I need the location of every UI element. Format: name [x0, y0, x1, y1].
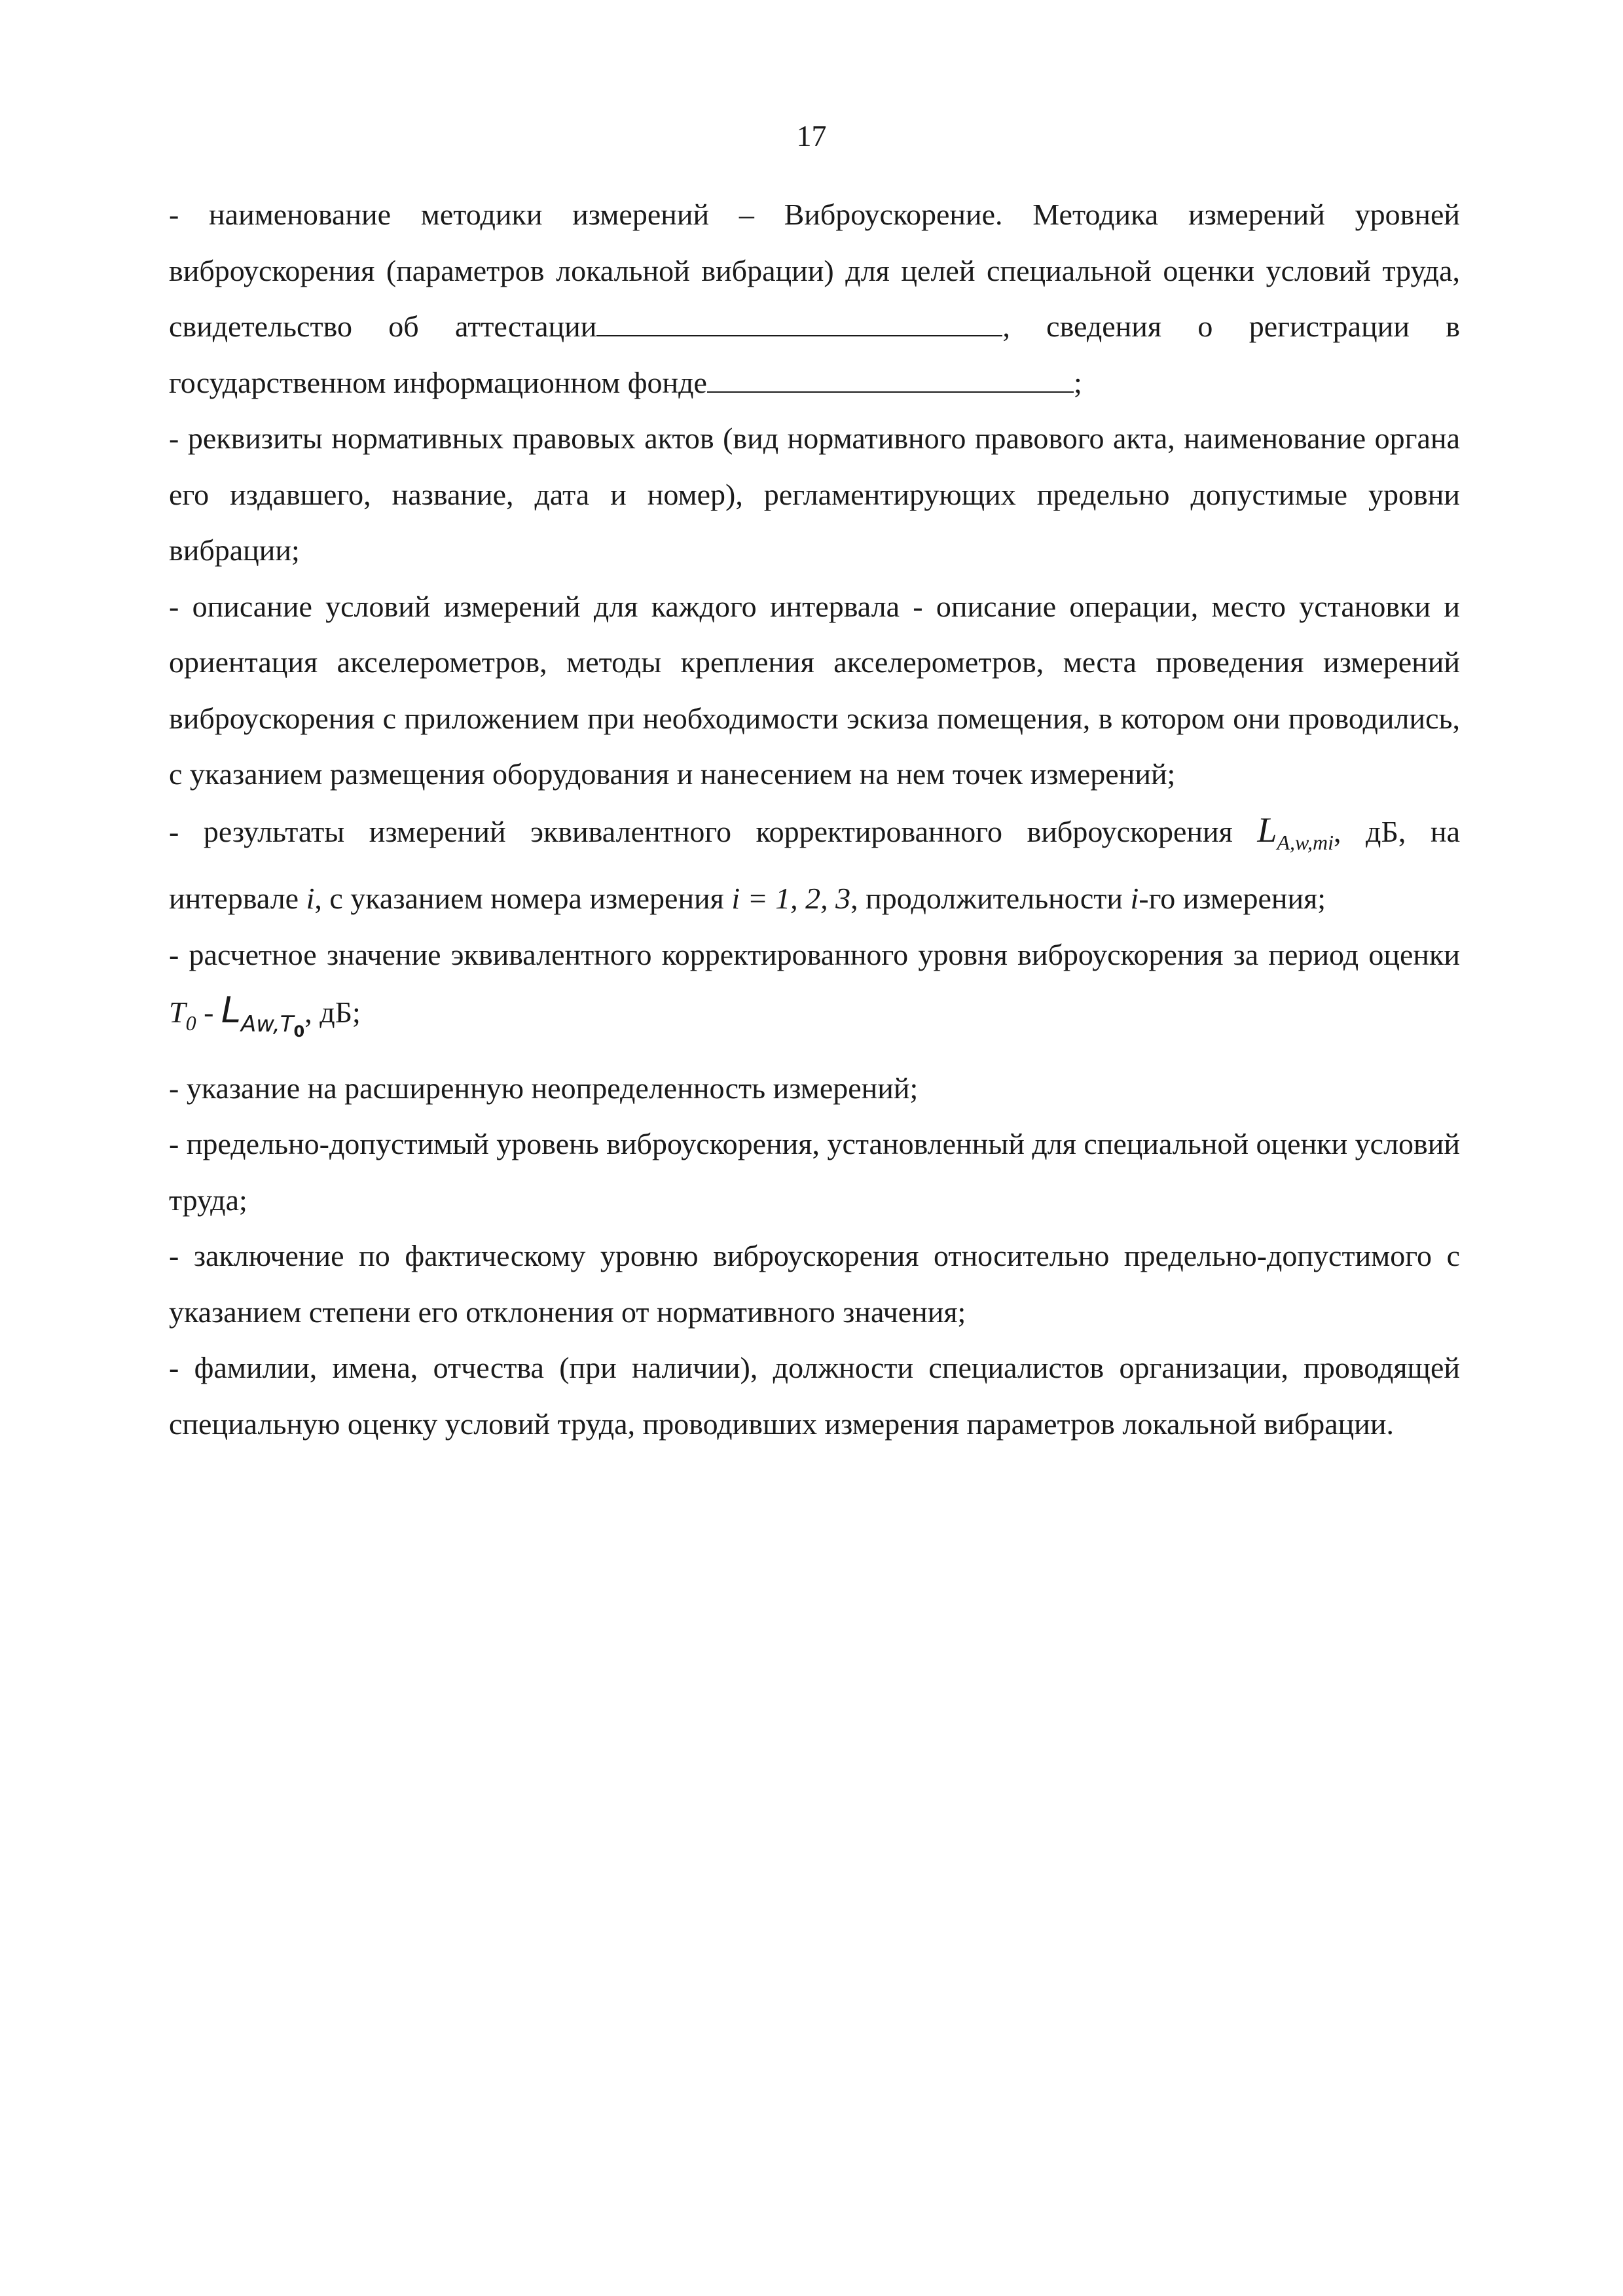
formula-i-values: i = 1, 2, 3 [731, 882, 851, 915]
paragraph-measurement-conditions: - описание условий измерений для каждого интервала - описание операции, место установки и ориентация акселерометров, методы крепления акселерометров, места проведения измерений виброускорения с приложением при необходимости эскиза помещения, в котором они проводились, с указанием размещения оборудования и нанесением на нем точек измерений; [169, 589, 1460, 791]
paragraph-permissible-level: - предельно-допустимый уровень виброускорения, установленный для специальной оценки условий труда; [169, 1127, 1460, 1217]
paragraph-calculated-value [169, 927, 1460, 1060]
document-body [169, 187, 1460, 1452]
formula-l-awmi [1257, 810, 1334, 854]
formula-t0 [169, 996, 196, 1035]
formula-symbol: L [1257, 810, 1277, 850]
formula-symbol: T [169, 996, 186, 1029]
text-segment: , с указанием номера измерения [314, 882, 732, 915]
text-segment: - [196, 996, 221, 1029]
text-segment: -го измерения; [1139, 882, 1326, 915]
page-number: 17 [796, 119, 827, 152]
paragraph-conclusion: - заключение по фактическому уровню виброускорения относительно предельно-допустимого с указанием степени его отклонения от нормативного значения; [169, 1239, 1460, 1329]
formula-subscript: 0 [185, 1011, 196, 1035]
variable-i: i [306, 882, 315, 915]
text-segment: - расчетное значение эквивалентного корректированного уровня виброускорения за период оценки [169, 937, 1460, 971]
variable-i: i [1130, 882, 1139, 915]
text-segment: - наименование методики измерений – Виброускорение. Методика измерений уровней виброускорения (параметров локальной вибрации) для целей специальной оценки условий труда, свидетельство об аттестации [169, 198, 1460, 343]
blank-line-certificate [596, 309, 1002, 336]
text-segment: , продолжительности [850, 882, 1131, 915]
blank-line-registration [707, 365, 1074, 393]
formula-sub-subscript: 0 [293, 1022, 305, 1041]
paragraph-method-name [169, 187, 1460, 410]
paragraph-uncertainty: - указание на расширенную неопределенность измерений; [169, 1071, 919, 1105]
paragraph-results [169, 802, 1460, 927]
formula-subscript-text: Aw,T [241, 1011, 294, 1037]
paragraph-specialists: - фамилии, имена, отчества (при наличии), должности специалистов организации, проводящей специальную оценку условий труда, проводивших измерения параметров локальной вибрации. [169, 1351, 1460, 1441]
text-segment: , сведения о регистрации в государственном информационном фонде [169, 310, 1460, 399]
text-segment: , дБ, на интервале [169, 814, 1460, 915]
formula-subscript [241, 1011, 305, 1041]
formula-subscript: A,w,mi [1277, 830, 1334, 854]
text-segment: , дБ; [304, 996, 361, 1029]
text-segment: ; [1073, 365, 1082, 399]
paragraph-legal-acts: - реквизиты нормативных правовых актов (вид нормативного правового акта, наименование органа его издавшего, название, дата и номер), регламентирующих предельно допустимые уровни вибрации; [169, 422, 1460, 567]
text-segment: - результаты измерений эквивалентного корректированного виброускорения [169, 814, 1258, 848]
formula-symbol: L [221, 990, 242, 1031]
formula-l-awt0 [221, 990, 305, 1041]
